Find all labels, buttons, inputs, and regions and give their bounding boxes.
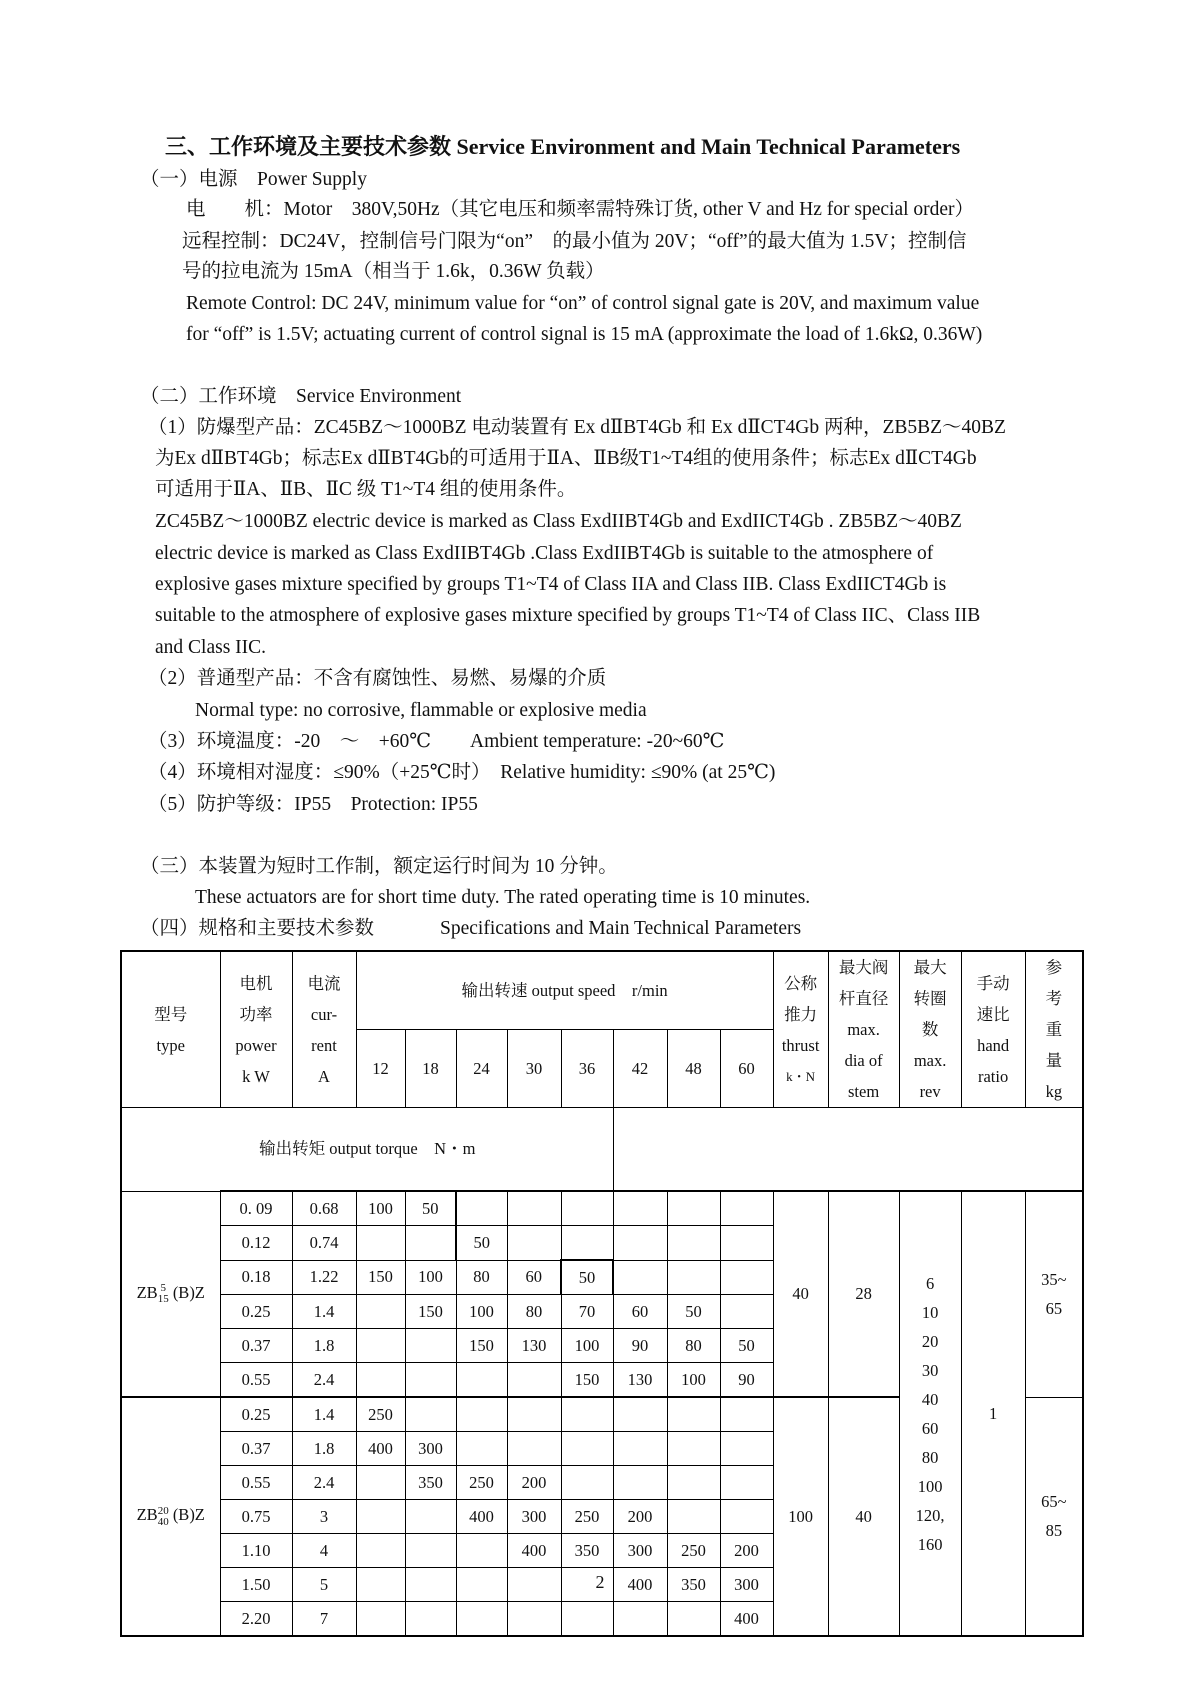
current-cell: 1.4: [292, 1397, 356, 1432]
torque-cell: 400: [613, 1568, 667, 1602]
header-thrust-line: 公称: [784, 973, 818, 993]
motor-line: 电 机：Motor 380V,50Hz（其它电压和频率需特殊订货, other V and Hz for special order）: [186, 199, 975, 220]
torque-cell: [613, 1466, 667, 1500]
torque-cell: [456, 1432, 507, 1466]
weight-cell: 35~ 65: [1025, 1191, 1083, 1397]
torque-cell: 350: [667, 1568, 720, 1602]
torque-cell: [456, 1363, 507, 1398]
header-hand-ratio-line: ratio: [977, 1066, 1009, 1086]
torque-cell: 150: [405, 1295, 456, 1329]
torque-cell: 50: [405, 1191, 456, 1226]
torque-cell: [667, 1260, 720, 1295]
current-cell: 1.8: [292, 1329, 356, 1363]
torque-cell: [356, 1466, 405, 1500]
header-stem-line: dia of: [844, 1051, 883, 1070]
header-rev-line: rev: [919, 1082, 941, 1101]
header-stem-line: 杆直径: [838, 989, 889, 1008]
torque-cell: [356, 1363, 405, 1398]
torque-cell: [720, 1500, 773, 1534]
speed-column-header: 42: [613, 1030, 667, 1108]
thrust-cell: 40: [773, 1191, 828, 1397]
torque-cell: 150: [561, 1363, 613, 1398]
thrust-cell: 100: [773, 1397, 828, 1636]
header-hand-ratio-line: 手动: [976, 973, 1010, 993]
speed-column-header: 12: [356, 1030, 405, 1108]
torque-cell: [667, 1602, 720, 1637]
speed-column-header: 18: [405, 1030, 456, 1108]
torque-cell: [613, 1191, 667, 1226]
relative-humidity: （4）环境相对湿度：≤90%（+25℃时） Relative humidity: ≤90% (at 25℃): [148, 762, 776, 783]
torque-cell: 50: [667, 1295, 720, 1329]
current-cell: 0.74: [292, 1226, 356, 1261]
torque-cell: 80: [456, 1260, 507, 1295]
torque-cell: [405, 1534, 456, 1568]
power-cell: 0.25: [220, 1397, 292, 1432]
header-power-line: 电机: [239, 973, 273, 993]
torque-cell: 100: [356, 1191, 405, 1226]
torque-cell: 60: [613, 1295, 667, 1329]
torque-cell: 400: [356, 1432, 405, 1466]
section-title: 三、工作环境及主要技术参数 Service Environment and Main Technical Parameters: [165, 134, 961, 159]
torque-cell: [667, 1397, 720, 1432]
header-stem-line: max.: [847, 1020, 880, 1039]
header-weight: [1025, 951, 1083, 1108]
weight-cell: 65~ 85: [1025, 1397, 1083, 1636]
header-thrust-line: k・N: [786, 1068, 816, 1084]
torque-cell: [720, 1191, 773, 1226]
torque-cell: [507, 1432, 561, 1466]
torque-cell: 200: [613, 1500, 667, 1534]
torque-cell: 250: [667, 1534, 720, 1568]
current-cell: 2.4: [292, 1363, 356, 1398]
torque-cell: [405, 1500, 456, 1534]
model-cell: ZB 5 15 (B)Z: [121, 1191, 220, 1397]
torque-cell: [561, 1191, 613, 1226]
spec-table: [120, 950, 1084, 1637]
torque-cell: [405, 1226, 456, 1261]
torque-cell: [561, 1466, 613, 1500]
torque-cell: [613, 1226, 667, 1261]
header-output-speed: 输出转速 output speed r/min: [356, 951, 773, 1030]
torque-cell: [356, 1295, 405, 1329]
torque-cell: 60: [507, 1260, 561, 1295]
torque-cell: 80: [667, 1329, 720, 1363]
remote-en-line-1: Remote Control: DC 24V, minimum value for “on” of control signal gate is 20V, and maximum value: [186, 293, 980, 314]
power-cell: 0.25: [220, 1295, 292, 1329]
torque-cell: [507, 1602, 561, 1637]
explosion-proof-cn-3: 可适用于ⅡA、ⅡB、ⅡC 级 T1~T4 组的使用条件。: [155, 479, 577, 500]
header-rev: [899, 951, 961, 1108]
torque-cell: [667, 1466, 720, 1500]
explosion-proof-cn-2: 为Ex dⅡBT4Gb；标志Ex dⅡBT4Gb的可适用于ⅡA、ⅡB级T1~T4组的使用条件；标志Ex dⅡCT4Gb: [155, 448, 977, 469]
remote-cn-line-1: 远程控制：DC24V，控制信号门限为“on” 的最小值为 20V；“off”的最大值为 1.5V；控制信: [182, 231, 967, 252]
torque-cell: [356, 1500, 405, 1534]
header-weight-line: 重: [1045, 1020, 1063, 1039]
torque-cell: 130: [613, 1363, 667, 1398]
header-current-line: rent: [311, 1035, 337, 1055]
torque-cell: [456, 1397, 507, 1432]
power-cell: 0. 09: [220, 1191, 292, 1226]
protection-class: （5）防护等级：IP55 Protection: IP55: [148, 794, 478, 815]
explosion-proof-en-4: suitable to the atmosphere of explosive gases mixture specified by groups T1~T4 of Class IIC、Class IIB: [155, 605, 981, 626]
torque-cell: [561, 1432, 613, 1466]
torque-cell: 250: [356, 1397, 405, 1432]
power-cell: 0.37: [220, 1432, 292, 1466]
current-cell: 1.4: [292, 1295, 356, 1329]
table-row: [121, 1191, 1083, 1226]
explosion-proof-en-3: explosive gases mixture specified by groups T1~T4 of Class IIA and Class IIB. Class ExdIICT4Gb is: [155, 574, 947, 595]
header-rev-line: 转圈: [913, 989, 947, 1008]
stem-cell: 28: [828, 1191, 899, 1397]
header-weight-line: 考: [1045, 989, 1063, 1008]
torque-cell: 200: [507, 1466, 561, 1500]
torque-cell: 130: [507, 1329, 561, 1363]
power-cell: 0.55: [220, 1466, 292, 1500]
torque-cell: [561, 1602, 613, 1637]
speed-column-header: 60: [720, 1030, 773, 1108]
torque-cell: [720, 1226, 773, 1261]
header-power: [220, 951, 292, 1108]
explosion-proof-en-1: ZC45BZ～1000BZ electric device is marked as Class ExdIIBT4Gb and ExdIICT4Gb . ZB5BZ～40BZ: [155, 511, 962, 532]
torque-cell: 50: [561, 1260, 613, 1295]
torque-cell: 300: [720, 1568, 773, 1602]
remote-cn-line-2: 号的拉电流为 15mA（相当于 1.6k，0.36W 负载）: [182, 261, 605, 282]
power-cell: 0.55: [220, 1363, 292, 1398]
hand-ratio-cell: 1: [961, 1191, 1025, 1636]
power-cell: 2.20: [220, 1602, 292, 1637]
stem-cell: 40: [828, 1397, 899, 1636]
torque-cell: 100: [405, 1260, 456, 1295]
torque-cell: [507, 1226, 561, 1261]
header-type-line: type: [156, 1035, 185, 1055]
torque-cell: [720, 1466, 773, 1500]
torque-cell: [507, 1363, 561, 1398]
max-rev-cell: 6 10 20 30 40 60 80 100 120, 160: [899, 1191, 961, 1636]
power-cell: 1.10: [220, 1534, 292, 1568]
current-cell: 1.8: [292, 1432, 356, 1466]
header-current-line: A: [318, 1066, 330, 1086]
spec-heading-cn: （四）规格和主要技术参数: [140, 918, 375, 939]
explosion-proof-cn-1: （1）防爆型产品：ZC45BZ～1000BZ 电动装置有 Ex dⅡBT4Gb 和 Ex dⅡCT4Gb 两种，ZB5BZ～40BZ: [148, 417, 1006, 438]
torque-cell: [356, 1534, 405, 1568]
header-current-line: 电流: [307, 973, 341, 993]
header-power-line: k W: [242, 1066, 270, 1086]
header-thrust: [773, 951, 828, 1108]
speed-column-header: 48: [667, 1030, 720, 1108]
torque-cell: [561, 1397, 613, 1432]
header-type: [121, 951, 220, 1108]
duty-en: These actuators are for short time duty. The rated operating time is 10 minutes.: [195, 887, 811, 908]
torque-cell: [720, 1397, 773, 1432]
environment-heading: （二）工作环境 Service Environment: [140, 386, 462, 407]
torque-cell: [356, 1329, 405, 1363]
current-cell: 0.68: [292, 1191, 356, 1226]
header-output-torque: 输出转矩 output torque N・m: [121, 1108, 613, 1192]
torque-cell: [720, 1295, 773, 1329]
header-type-line: 型号: [154, 1004, 188, 1024]
speed-column-header: 36: [561, 1030, 613, 1108]
torque-cell: 50: [456, 1226, 507, 1261]
torque-cell: 100: [456, 1295, 507, 1329]
torque-cell: 350: [405, 1466, 456, 1500]
header-power-line: power: [235, 1035, 277, 1055]
torque-cell: 300: [405, 1432, 456, 1466]
header-rev-line: 最大: [913, 958, 947, 977]
header-stem: [828, 951, 899, 1108]
torque-cell: 200: [720, 1534, 773, 1568]
header-current: [292, 951, 356, 1108]
torque-cell: 150: [356, 1260, 405, 1295]
header-hand-ratio: [961, 951, 1025, 1108]
torque-cell: 150: [456, 1329, 507, 1363]
torque-cell: [356, 1602, 405, 1637]
header-thrust-line: 推力: [784, 1004, 818, 1024]
torque-cell: 70: [561, 1295, 613, 1329]
torque-cell: 350: [561, 1534, 613, 1568]
current-cell: 5: [292, 1568, 356, 1602]
torque-cell: 80: [507, 1295, 561, 1329]
torque-cell: [456, 1534, 507, 1568]
header-thrust-line: thrust: [781, 1035, 820, 1055]
torque-cell: 300: [613, 1534, 667, 1568]
normal-type-en: Normal type: no corrosive, flammable or explosive media: [195, 700, 647, 721]
current-cell: 2.4: [292, 1466, 356, 1500]
torque-cell: [507, 1191, 561, 1226]
duty-cn: （三）本装置为短时工作制，额定运行时间为 10 分钟。: [140, 856, 618, 877]
current-cell: 3: [292, 1500, 356, 1534]
torque-cell: 90: [720, 1363, 773, 1398]
header-current-line: cur-: [310, 1004, 338, 1024]
torque-cell: [561, 1226, 613, 1261]
torque-cell: [667, 1226, 720, 1261]
torque-cell: [613, 1602, 667, 1637]
speed-column-header: 24: [456, 1030, 507, 1108]
torque-cell: [667, 1432, 720, 1466]
remote-en-line-2: for “off” is 1.5V; actuating current of control signal is 15 mA (approximate the load of 1.6kΩ, 0.36W): [186, 324, 983, 345]
power-cell: 0.18: [220, 1260, 292, 1295]
spec-heading-en: Specifications and Main Technical Parameters: [440, 918, 802, 939]
torque-cell: [667, 1500, 720, 1534]
explosion-proof-en-2: electric device is marked as Class ExdIIBT4Gb .Class ExdIIBT4Gb is suitable to the atmosphere of: [155, 543, 934, 564]
power-cell: 0.12: [220, 1226, 292, 1261]
header-weight-line: kg: [1045, 1082, 1063, 1101]
torque-cell: [507, 1397, 561, 1432]
torque-cell: [720, 1432, 773, 1466]
power-cell: 0.37: [220, 1329, 292, 1363]
torque-cell: 400: [456, 1500, 507, 1534]
power-heading: （一）电源 Power Supply: [140, 169, 367, 190]
torque-cell: 250: [456, 1466, 507, 1500]
header-hand-ratio-line: 速比: [976, 1004, 1010, 1024]
torque-cell: [456, 1602, 507, 1637]
torque-cell: 50: [720, 1329, 773, 1363]
torque-cell: 250: [561, 1500, 613, 1534]
header-weight-line: 量: [1045, 1051, 1063, 1070]
current-cell: 1.22: [292, 1260, 356, 1295]
normal-type-cn: （2）普通型产品：不含有腐蚀性、易燃、易爆的介质: [148, 668, 607, 689]
header-weight-line: 参: [1045, 958, 1063, 977]
torque-cell: [405, 1602, 456, 1637]
torque-cell: [405, 1363, 456, 1398]
torque-cell: 100: [561, 1329, 613, 1363]
explosion-proof-en-5: and Class IIC.: [155, 637, 267, 658]
torque-cell: 400: [507, 1534, 561, 1568]
torque-cell: [405, 1397, 456, 1432]
current-cell: 7: [292, 1602, 356, 1637]
torque-cell: [613, 1432, 667, 1466]
torque-cell: [456, 1191, 507, 1226]
torque-cell: 90: [613, 1329, 667, 1363]
torque-cell: 400: [720, 1602, 773, 1637]
ambient-temperature: （3）环境温度：-20 ～ +60℃ Ambient temperature: -20~60℃: [148, 731, 725, 752]
page-number: 2: [595, 1572, 605, 1592]
header-rev-line: 数: [921, 1020, 939, 1039]
torque-cell: 100: [667, 1363, 720, 1398]
header-rev-line: max.: [913, 1051, 947, 1070]
torque-cell: [720, 1260, 773, 1295]
torque-cell: [613, 1260, 667, 1295]
torque-cell: [667, 1191, 720, 1226]
header-power-line: 功率: [239, 1004, 273, 1024]
power-cell: 1.50: [220, 1568, 292, 1602]
header-stem-line: 最大阀: [838, 958, 889, 977]
torque-cell: [405, 1329, 456, 1363]
power-cell: 0.75: [220, 1500, 292, 1534]
torque-cell: 300: [507, 1500, 561, 1534]
header-stem-line: stem: [848, 1082, 880, 1101]
header-hand-ratio-line: hand: [977, 1035, 1010, 1055]
torque-cell: [613, 1397, 667, 1432]
current-cell: 4: [292, 1534, 356, 1568]
model-cell: ZB 20 40 (B)Z: [121, 1397, 220, 1636]
speed-column-header: 30: [507, 1030, 561, 1108]
torque-cell: [356, 1226, 405, 1261]
